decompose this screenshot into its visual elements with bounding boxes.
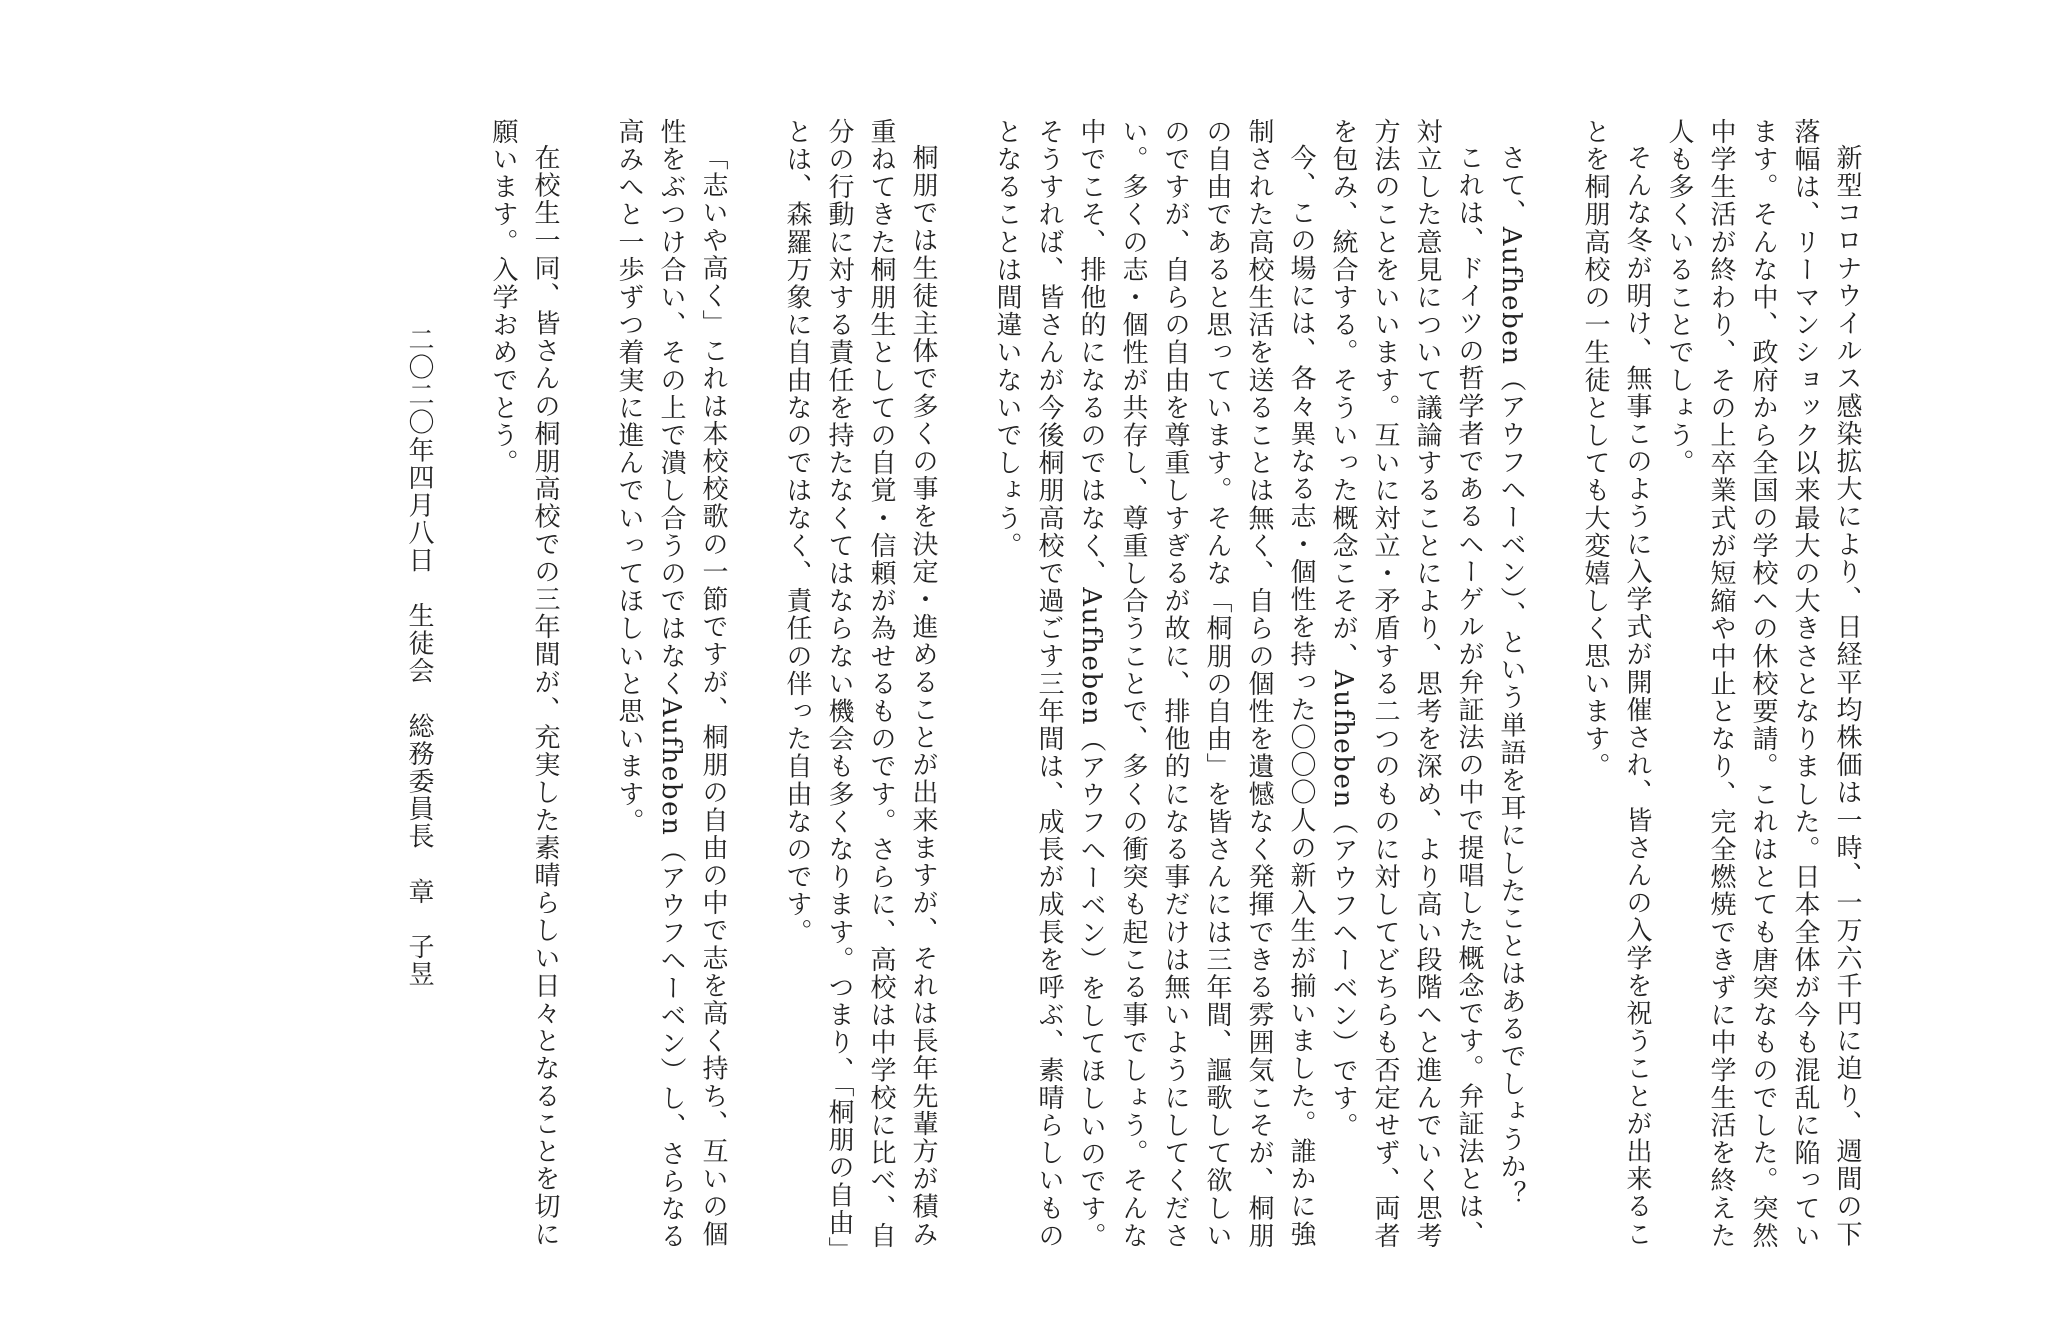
paragraph-freedom: 今、この場には、各々異なる志・個性を持った〇〇〇人の新入生が揃いました。誰かに強制された高校生活を送ることは無く、自らの個性を遺憾なく発揮できる雰囲気こそが、桐朋の自由であると思っています。そんな「桐朋の自由」を皆さんには三年間、謳歌して欲しいのですが、自らの自由を尊重しすぎるが故に、排他的になる事だけは無いようにしてください。多くの志・個性が共存し、尊重し合うことで、多くの衝突も起こる事でしょう。そんな中でこそ、排他的になるのではなく、Aufheben（アウフヘーベン）をしてほしいのです。そうすれば、皆さんが今後桐朋高校で過ごす三年間は、成長が成長を呼ぶ、素晴らしいものとなることは間違いないでしょう。 (992, 118, 1316, 1251)
paragraph-celebration: そんな冬が明け、無事このように入学式が開催され、皆さんの入学を祝うことが出来ることを桐朋高校の一生徒としても大変嬉しく思います。 (1580, 118, 1652, 1248)
paragraph-responsibility: 桐朋では生徒主体で多くの事を決定・進めることが出来ますが、それは長年先輩方が積み重ねてきた桐朋生としての自覚・信頼が為せるものです。さらに、高校は中学校に比べ、自分の行動に対する責任を持たなくてはならない機会も多くなります。つまり、「桐朋の自由」とは、森羅万象に自由なのではなく、責任の伴った自由なのです。 (782, 118, 938, 1252)
paragraph-corona: 新型コロナウイルス感染拡大により、日経平均株価は一時、一万六千円に迫り、週間の下落幅は、リーマンショック以来最大の大きさとなりました。日本全体が今も混乱に陥っています。そんな中、政府から全国の学校への休校要請。これはとても唐突なものでした。突然中学生活が終わり、その上卒業式が短縮や中止となり、完全燃焼できずに中学生活を終えた人も多くいることでしょう。 (1664, 118, 1862, 1250)
paragraph-aufheben-question: さて、Aufheben（アウフヘーベン）、という単語を耳にしたことはあるでしょうか？ (1496, 144, 1526, 1209)
paragraph-closing: 在校生一同、皆さんの桐朋高校での三年間が、充実した素晴らしい日々となることを切に願います。入学おめでとう。 (488, 118, 560, 1248)
vertical-text-block (398, 118, 1868, 1258)
signature-line: 二〇二〇年四月八日 生徒会 総務委員長 章 子昱 (404, 326, 434, 989)
paragraph-dialectic: これは、ドイツの哲学者であるヘーゲルが弁証法の中で提唱した概念です。弁証法とは、対立した意見について議論することにより、思考を深め、より高い段階へと進んでいく思考方法のことをいいます。互いに対立・矛盾する二つのものに対してどちらも否定せず、両者を包み、統合する。そういった概念こそが、Aufheben（アウフヘーベン）です。 (1328, 118, 1484, 1250)
paragraph-school-song: 「志いや高く」これは本校校歌の一節ですが、桐朋の自由の中で志を高く持ち、互いの個性をぶつけ合い、その上で潰し合うのではなくAufheben（アウフヘーベン）し、さらなる高みへと一歩ずつ着実に進んでいってほしいと思います。 (614, 118, 728, 1251)
